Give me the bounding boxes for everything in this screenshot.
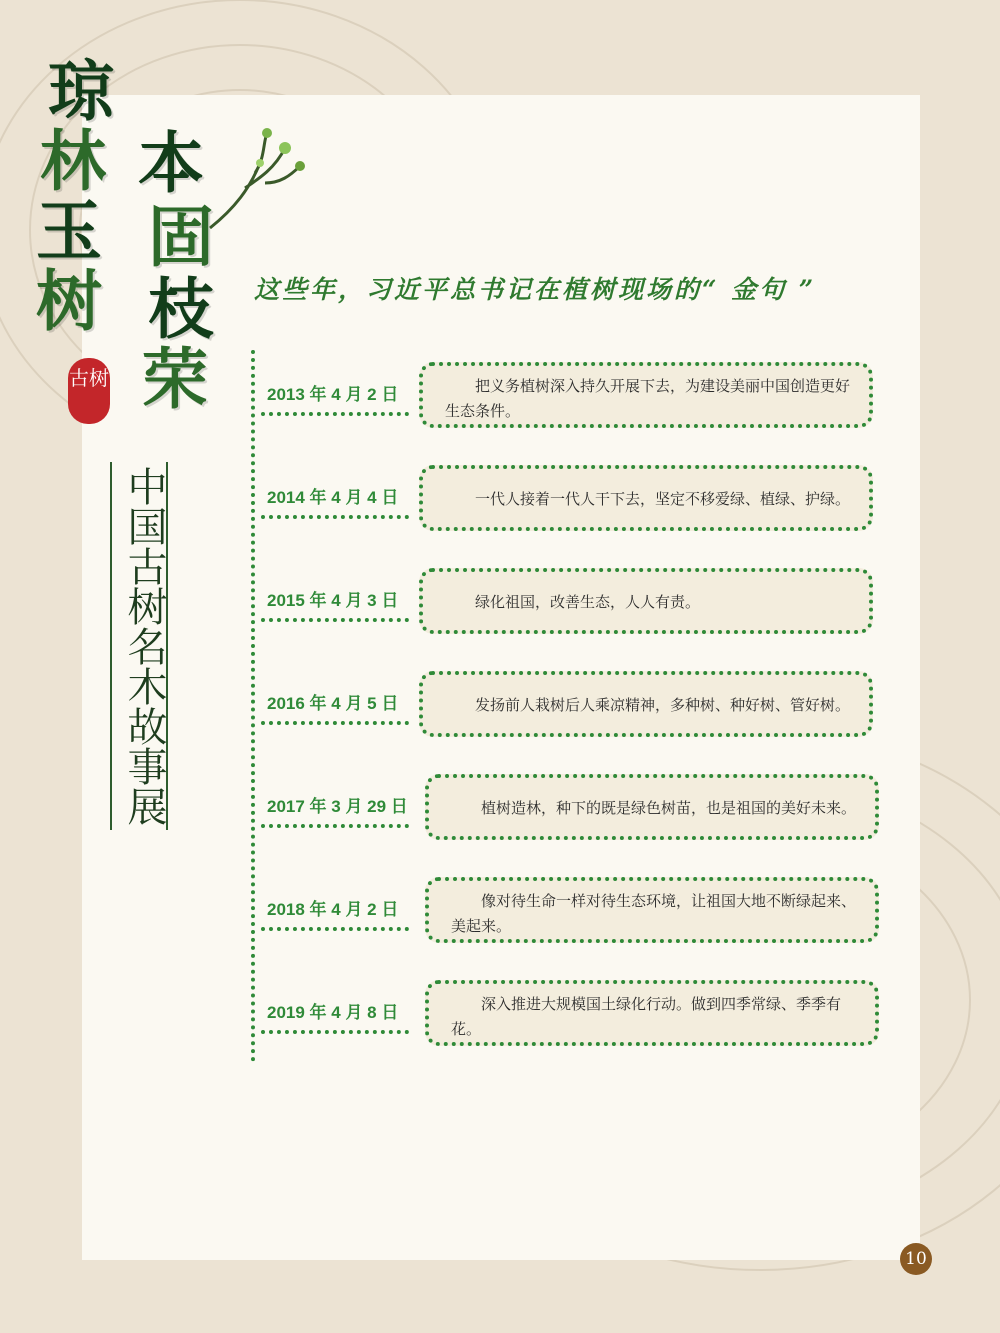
entry-date: 2015 年 4 月 3 日: [267, 591, 399, 610]
quote-box: 一代人接着一代人干下去，坚定不移爱绿、植绿、护绿。: [419, 465, 873, 531]
quote-box: 发扬前人栽树后人乘凉精神，多种树、种好树、管好树。: [419, 671, 873, 737]
calligraphy-char: 玉: [36, 192, 102, 270]
timeline-entry: [255, 671, 895, 751]
date-underline: [261, 412, 409, 416]
entry-date: 2019 年 4 月 8 日: [267, 1003, 399, 1022]
date-underline: [261, 824, 409, 828]
timeline-entry: [255, 877, 895, 957]
quote-box: 把义务植树深入持久开展下去，为建设美丽中国创造更好生态条件。: [419, 362, 873, 428]
date-underline: [261, 618, 409, 622]
quote-box: 深入推进大规模国土绿化行动。做到四季常绿、季季有花。: [425, 980, 879, 1046]
calligraphy-char: 荣: [142, 340, 208, 418]
timeline-entry: [255, 465, 895, 545]
calligraphy-char: 枝: [148, 270, 214, 348]
branch-icon: [205, 128, 305, 238]
entry-date: 2013 年 4 月 2 日: [267, 385, 399, 404]
quote-box: 植树造林，种下的既是绿色树苗，也是祖国的美好未来。: [425, 774, 879, 840]
timeline-entry: [255, 362, 895, 442]
exhibit-title-frame: [110, 462, 168, 830]
entry-date: 2016 年 4 月 5 日: [267, 694, 399, 713]
exhibit-title: 中国古树名木故事展: [121, 466, 167, 826]
seal-stamp: 古树: [68, 358, 110, 424]
entry-date: 2017 年 3 月 29 日: [267, 797, 408, 816]
calligraphy-char: 固: [148, 198, 214, 276]
timeline-entry: [255, 980, 895, 1060]
page-headline: 这些年，习近平总书记在植树现场的“ 金句 ”: [254, 275, 817, 304]
calligraphy-char: 树: [36, 262, 102, 340]
quote-box: 像对待生命一样对待生态环境，让祖国大地不断绿起来、美起来。: [425, 877, 879, 943]
date-underline: [261, 1030, 409, 1034]
page-number-badge: 10: [900, 1243, 932, 1275]
timeline-entry: [255, 774, 895, 854]
quote-box: 绿化祖国，改善生态，人人有责。: [419, 568, 873, 634]
entry-date: 2018 年 4 月 2 日: [267, 900, 399, 919]
date-underline: [261, 515, 409, 519]
calligraphy-char: 本: [138, 124, 204, 202]
date-underline: [261, 721, 409, 725]
calligraphy-char: 林: [40, 122, 106, 200]
timeline-entry: [255, 568, 895, 648]
date-underline: [261, 927, 409, 931]
entry-date: 2014 年 4 月 4 日: [267, 488, 399, 507]
calligraphy-char: 琼: [48, 52, 114, 130]
